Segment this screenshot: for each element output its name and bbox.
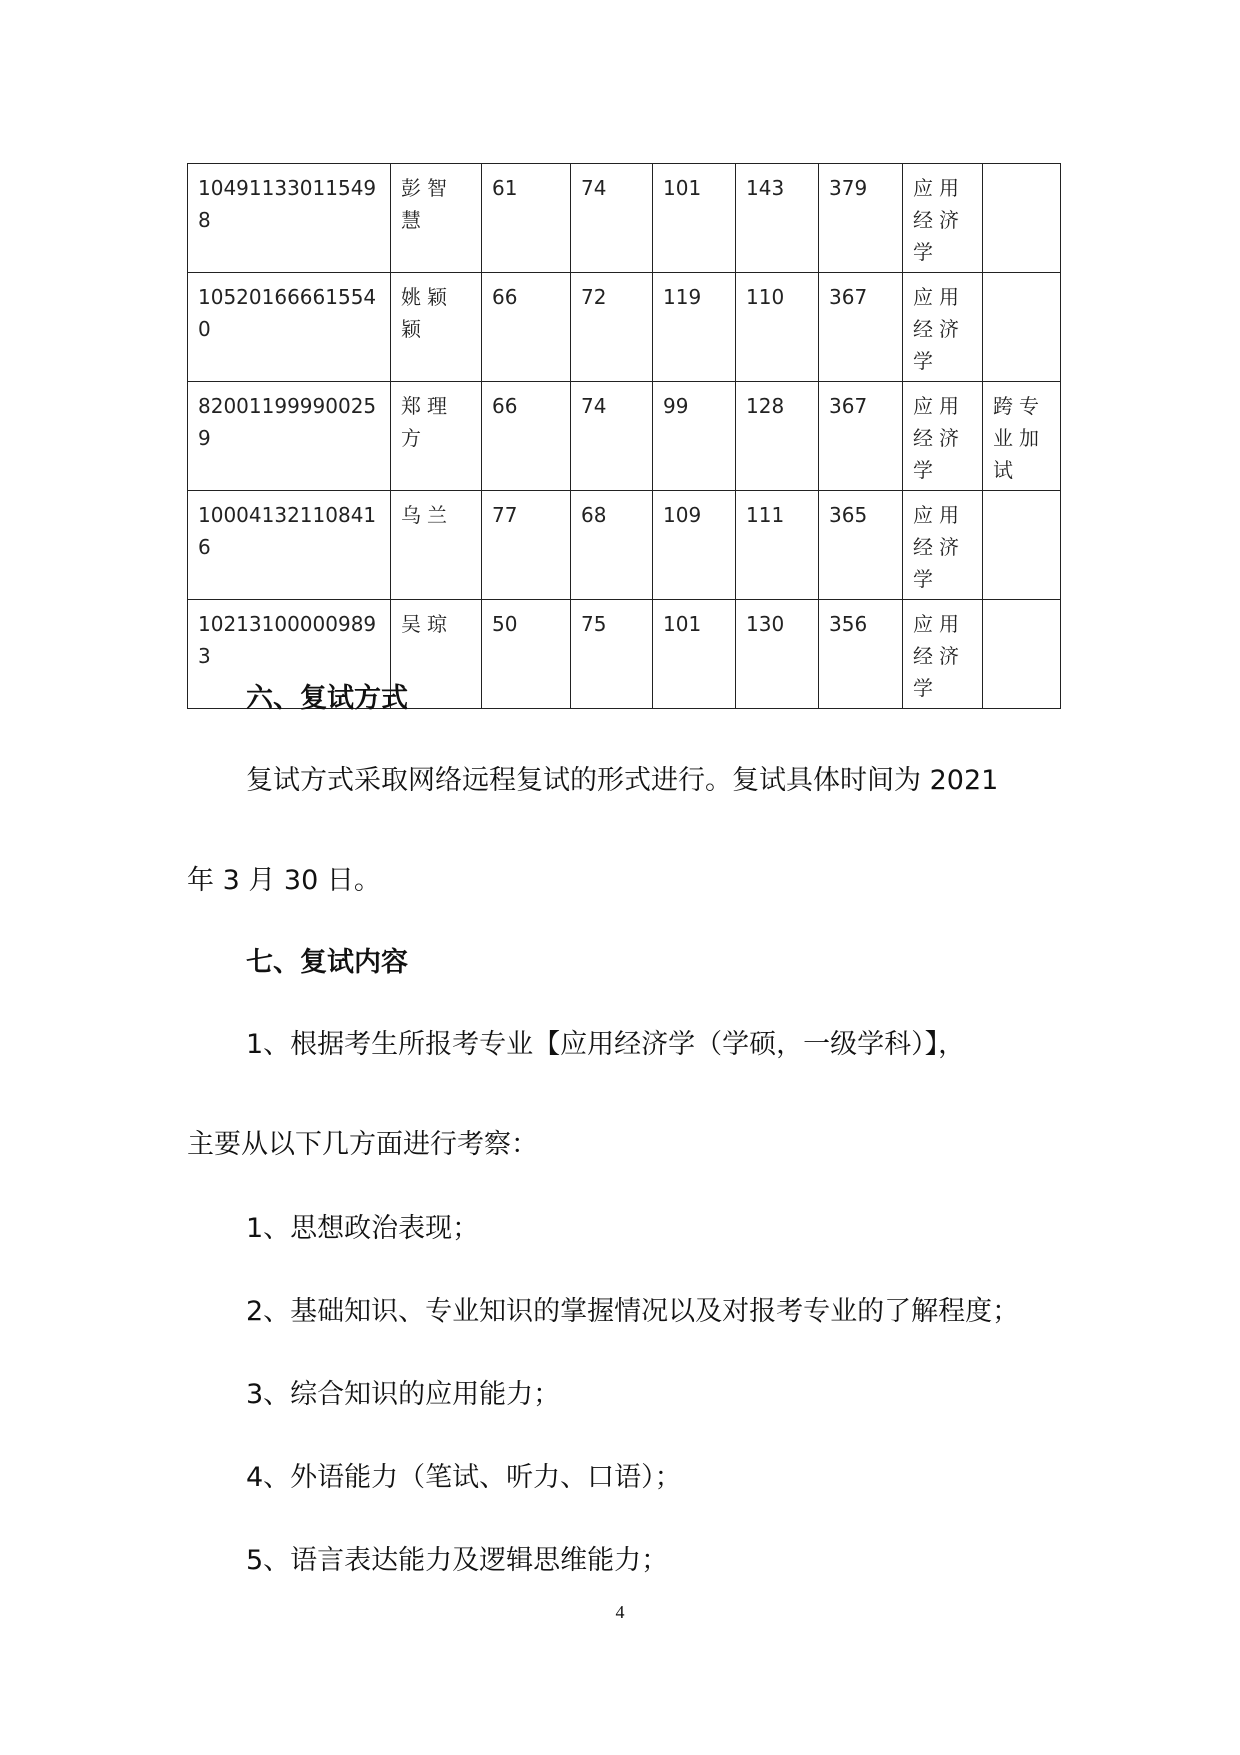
major-cell: 应用经济学: [903, 273, 983, 382]
score-2-cell: 75: [571, 600, 653, 709]
table-row: [188, 382, 1061, 491]
score-1-cell: 61: [482, 164, 571, 273]
section-7-heading: 七、复试内容: [246, 947, 408, 978]
total-score-cell: 379: [819, 164, 903, 273]
table-row: [188, 273, 1061, 382]
score-4-cell: 110: [736, 273, 819, 382]
note-cell: [983, 600, 1061, 709]
score-3-cell: 101: [653, 164, 736, 273]
score-1-cell: 66: [482, 382, 571, 491]
score-3-cell: 109: [653, 491, 736, 600]
score-4-cell: 128: [736, 382, 819, 491]
total-score-cell: 365: [819, 491, 903, 600]
score-2-cell: 74: [571, 382, 653, 491]
score-table: [187, 163, 1061, 709]
section-7-item-2: 2、基础知识、专业知识的掌握情况以及对报考专业的了解程度；: [246, 1296, 1020, 1327]
section-7-item-1: 1、思想政治表现；: [246, 1213, 480, 1244]
section-7-item-5: 5、语言表达能力及逻辑思维能力；: [246, 1545, 669, 1576]
note-cell: [983, 273, 1061, 382]
applicant-name-cell: 彭智慧: [391, 164, 482, 273]
score-1-cell: 77: [482, 491, 571, 600]
section-7-intro-line-2: 主要从以下几方面进行考察：: [187, 1129, 538, 1160]
score-3-cell: 101: [653, 600, 736, 709]
major-cell: 应用经济学: [903, 164, 983, 273]
note-cell: [983, 491, 1061, 600]
score-2-cell: 72: [571, 273, 653, 382]
total-score-cell: 367: [819, 273, 903, 382]
applicant-id-cell: 105201666615540: [188, 273, 391, 382]
score-1-cell: 66: [482, 273, 571, 382]
score-1-cell: 50: [482, 600, 571, 709]
section-7-item-4: 4、外语能力（笔试、听力、口语）；: [246, 1462, 682, 1493]
score-3-cell: 119: [653, 273, 736, 382]
applicant-name-cell: 吴琼: [391, 600, 482, 709]
score-2-cell: 68: [571, 491, 653, 600]
page-number: 4: [615, 1602, 625, 1622]
major-cell: 应用经济学: [903, 491, 983, 600]
major-cell: 应用经济学: [903, 382, 983, 491]
section-7-item-3: 3、综合知识的应用能力；: [246, 1379, 561, 1410]
applicant-name-cell: 乌兰: [391, 491, 482, 600]
table-row: [188, 164, 1061, 273]
score-2-cell: 74: [571, 164, 653, 273]
score-4-cell: 130: [736, 600, 819, 709]
total-score-cell: 367: [819, 382, 903, 491]
section-6-heading: 六、复试方式: [246, 683, 408, 714]
major-cell: 应用经济学: [903, 600, 983, 709]
applicant-id-cell: 102131000009893: [188, 600, 391, 709]
table-row: [188, 491, 1061, 600]
applicant-id-cell: 820011999900259: [188, 382, 391, 491]
score-3-cell: 99: [653, 382, 736, 491]
note-cell: [983, 164, 1061, 273]
applicant-name-cell: 郑理方: [391, 382, 482, 491]
section-6-paragraph-line-2: 年 3 月 30 日。: [187, 865, 381, 896]
score-4-cell: 143: [736, 164, 819, 273]
applicant-name-cell: 姚颖颖: [391, 273, 482, 382]
section-6-paragraph-line-1: 复试方式采取网络远程复试的形式进行。复试具体时间为 2021: [246, 765, 999, 796]
note-cell: 跨专业加试: [983, 382, 1061, 491]
score-table-body: [188, 164, 1061, 709]
section-7-intro-line-1: 1、根据考生所报考专业【应用经济学（学硕，一级学科）】，: [246, 1029, 966, 1060]
total-score-cell: 356: [819, 600, 903, 709]
applicant-id-cell: 104911330115498: [188, 164, 391, 273]
applicant-id-cell: 100041321108416: [188, 491, 391, 600]
score-4-cell: 111: [736, 491, 819, 600]
